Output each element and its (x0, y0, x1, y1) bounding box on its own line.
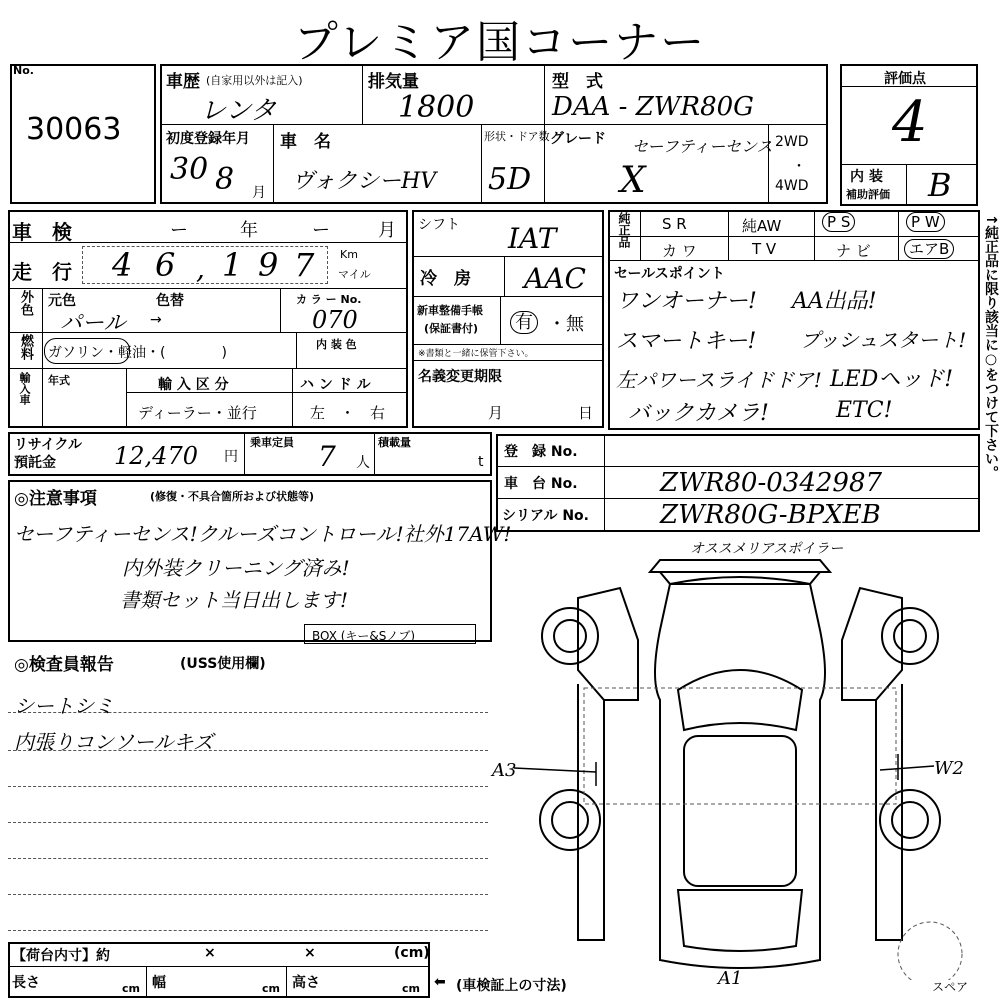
mileage-digit-6: 7 (294, 246, 315, 284)
recycle-value: 12,470 (114, 442, 198, 470)
inspector-line-2: 内張りコンソールキズ (14, 730, 214, 754)
width-unit: cm (262, 982, 280, 995)
drive-4wd: 4WD (775, 178, 809, 194)
capacity-value: 7 (318, 440, 336, 473)
notes-line-2: 内外装クリーニング済み! (122, 556, 350, 580)
serial-value: ZWR80G-BPXEB (660, 500, 881, 530)
page-title: プレミア国コーナー (293, 17, 707, 68)
sales-point-4: プッシュスタート! (800, 328, 967, 352)
notes-sublabel: (修復・不具合箇所および状態等) (150, 490, 315, 503)
drive-2wd: 2WD (775, 134, 809, 150)
mileage-digit-4: 1 (222, 246, 243, 284)
first-reg-label: 初度登録年月 (166, 131, 250, 147)
load-unit: t (478, 454, 484, 470)
genuine-sr: S R (662, 215, 687, 233)
genuine-tv: T V (752, 240, 777, 258)
interior-value: B (928, 166, 952, 204)
diagram-bottom-mark: A1 (718, 968, 743, 989)
inspector-line-1: シートシミ (14, 694, 114, 718)
name-change-month: 月 (488, 404, 504, 422)
cargo-x2: × (304, 945, 316, 961)
genuine-label: 純正品 (617, 212, 631, 248)
name-change-day: 日 (578, 404, 594, 422)
genuine-pw: P W (906, 213, 945, 231)
mileage-digit-2: 6 (155, 246, 176, 284)
import-year-label: 年式 (48, 374, 70, 387)
side-note: ↑純正品に限り該当に○をつけて下さい。 (983, 214, 999, 480)
load-label: 積載量 (378, 436, 411, 449)
cargo-label: 【荷台内寸】約 (12, 948, 110, 964)
shift-value: IAT (508, 222, 557, 255)
grade-note: セーフティーセンス (632, 137, 773, 156)
color-orig-label: 元色 (48, 293, 76, 309)
cargo-unit: (cm) (394, 945, 430, 961)
genuine-aw: 純AW (742, 217, 782, 235)
fuel-label: 燃料 (18, 334, 33, 360)
doors-value: 5D (488, 162, 532, 197)
notes-line-3: 書類セット当日出します! (120, 588, 349, 612)
car-diagram (500, 540, 980, 980)
displacement-label: 排気量 (368, 72, 419, 92)
mileage-digit-5: 9 (258, 246, 279, 284)
cargo-x1: × (204, 945, 216, 961)
ac-label: 冷 房 (420, 269, 471, 289)
capacity-unit: 人 (356, 455, 370, 471)
maintenance-note: ※書類と一緒に保管下さい。 (418, 349, 534, 359)
color-code-value: 070 (312, 306, 358, 334)
height-label: 高さ (292, 975, 320, 991)
genuine-ps: P S (822, 213, 855, 231)
mileage-unit-mile: マイル (338, 268, 371, 281)
sales-point-5: 左パワースライドドア! (616, 368, 822, 392)
history-label: 車歴 (166, 72, 200, 92)
inspection-dash2: ー (312, 220, 330, 241)
interior-label: 内 装 (850, 169, 883, 185)
inspector-sublabel: (USS使用欄) (180, 656, 266, 672)
dims-note: (車検証上の寸法) (456, 978, 567, 994)
reg-label: 登 録 No. (504, 444, 578, 460)
genuine-navi: ナ ビ (836, 242, 871, 260)
handle-value: 左 ・ 右 (310, 404, 386, 422)
genuine-airbag: エアB (904, 238, 954, 259)
first-reg-year: 30 (170, 152, 209, 187)
spare-label: スペア (932, 980, 969, 994)
inspection-dash1: ー (170, 220, 188, 241)
sales-point-1: ワンオーナー! (616, 289, 757, 314)
mileage-label: 走 行 (12, 260, 72, 284)
sales-point-2: AA出品! (792, 289, 877, 314)
width-label: 幅 (152, 975, 166, 991)
diagram-right-mark: W2 (934, 758, 964, 779)
car-name-value: ヴォクシーHV (292, 169, 437, 194)
inspection-label: 車 検 (12, 220, 72, 244)
handle-label: ハ ン ド ル (300, 377, 371, 393)
mileage-digit-1: 4 (112, 246, 133, 284)
recycle-label: リサイクル (14, 437, 83, 453)
sales-point-8: ETC! (836, 398, 893, 423)
model-value: DAA - ZWR80G (552, 92, 754, 122)
recycle-unit: 円 (224, 449, 238, 465)
recycle-label-2: 預託金 (14, 455, 56, 471)
grade-value: X (620, 160, 646, 201)
dims-arrow-icon: ⬅ (434, 974, 446, 990)
inspector-label: ◎検査員報告 (14, 655, 114, 675)
lot-no-label: No. (13, 64, 34, 77)
car-name-label: 車 名 (280, 132, 331, 152)
import-class-label: 輸 入 区 分 (158, 377, 229, 393)
notes-line-1: セーフティーセンス!クルーズコントロール!社外17AW! (14, 522, 512, 546)
color-change-label: 色替 (156, 293, 184, 309)
ac-value: AAC (524, 262, 586, 295)
drive-dot: ・ (792, 159, 806, 175)
maintenance-none: 無 (566, 314, 584, 335)
inspection-month: 月 (378, 220, 396, 241)
sales-point-3: スマートキー! (616, 329, 757, 354)
length-label: 長さ (12, 975, 40, 991)
doors-label: 形状・ドア数 (484, 130, 550, 143)
sales-point-6: LEDヘッド! (830, 367, 954, 392)
notes-label: ◎注意事項 (14, 489, 97, 509)
height-unit: cm (402, 982, 420, 995)
name-change-label: 名義変更期限 (418, 369, 502, 385)
displacement-value: 1800 (398, 90, 475, 125)
first-reg-month-unit: 月 (252, 185, 266, 201)
grade-label: グレード (550, 131, 606, 147)
score-value: 4 (892, 90, 928, 155)
sales-points-label: セールスポイント (614, 266, 725, 282)
model-label: 型 式 (552, 72, 603, 92)
genuine-leather: カ ワ (662, 242, 697, 260)
chassis-label: 車 台 No. (504, 476, 578, 492)
lot-number: 30063 (26, 112, 122, 147)
mileage-unit-km: Km (340, 248, 358, 261)
color-code-label: カ ラ ー No. (296, 293, 362, 306)
chassis-value: ZWR80-0342987 (660, 468, 883, 498)
serial-label: シリアル No. (502, 508, 589, 524)
shift-label: シフト (418, 217, 460, 233)
color-label: 外色 (18, 290, 33, 316)
mileage-comma: , (196, 252, 205, 285)
color-value: パール (60, 311, 126, 336)
maintenance-sublabel: (保証書付) (424, 322, 479, 335)
score-label: 評価点 (884, 71, 926, 87)
fuel-selected-circle (44, 338, 130, 364)
maintenance-has: 有 (510, 308, 538, 334)
import-class-value: ディーラー・並行 (138, 404, 257, 422)
inspection-year: 年 (240, 220, 258, 241)
import-label: 輸入車 (18, 372, 31, 405)
fuel-options: ガソリン・軽油・( ) (48, 345, 227, 361)
box-label: BOX (キー&Sノブ) (312, 629, 416, 643)
maintenance-dot: ・ (548, 314, 566, 335)
sales-point-7: バックカメラ! (628, 401, 769, 426)
history-value: レンタ (200, 96, 277, 126)
interior-sublabel: 補助評価 (846, 188, 890, 201)
first-reg-month: 8 (215, 162, 235, 197)
maintenance-label: 新車整備手帳 (417, 304, 483, 317)
diagram-top-note: オススメリアスポイラー (690, 541, 844, 557)
color-arrow: → (150, 312, 162, 328)
history-sublabel: (自家用以外は記入) (206, 74, 303, 87)
diagram-left-mark: A3 (492, 760, 517, 781)
capacity-label: 乗車定員 (250, 436, 294, 449)
interior-color-label: 内 装 色 (316, 338, 357, 351)
length-unit: cm (122, 982, 140, 995)
